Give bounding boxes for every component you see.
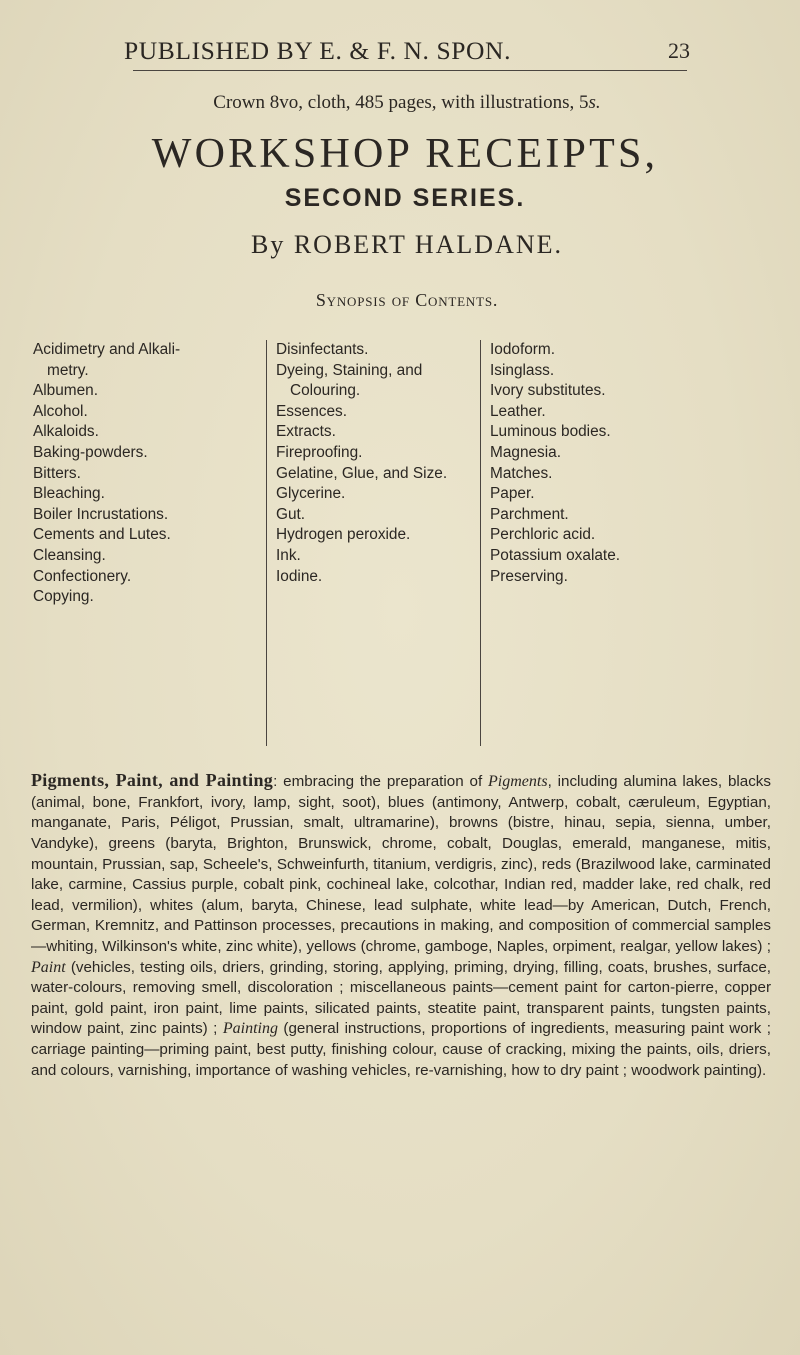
contents-entry: Extracts. — [276, 423, 336, 441]
synopsis-heading: Synopsis of Contents. — [315, 290, 499, 310]
contents-entry: Glycerine. — [276, 485, 346, 503]
contents-entry: Acidimetry and Alkali- — [33, 341, 181, 358]
contents-column-1 — [33, 340, 255, 746]
contents-entry: Luminous bodies. — [490, 423, 611, 441]
book-title: WORKSHOP RECEIPTS, — [151, 131, 659, 177]
contents-entry: Magnesia. — [490, 443, 562, 461]
contents-entry: Essences. — [276, 402, 348, 420]
contents-entry: Iodoform. — [490, 341, 556, 358]
contents-table — [33, 340, 773, 746]
page-number: 23 — [668, 38, 690, 63]
running-head — [124, 36, 690, 64]
series-subtitle: SECOND SERIES. — [284, 184, 526, 212]
contents-column-2 — [266, 340, 484, 746]
description-text-1: : embracing the preparation of — [273, 773, 489, 791]
painting-label: Painting — [222, 1020, 278, 1038]
contents-entry: Ink. — [276, 546, 301, 564]
contents-entry: Preserving. — [490, 567, 568, 585]
description-text-4: (general instructions, proportions of ingredients, measuring paint work ; carriage painting—priming paint, best putty, finishing colour, cause of cracking, mixing the paints, oils, driers, and colours, varnishing, importance of washing vehicles, re-varnishing, how to dry paint ; woodwork painting). — [31, 1020, 771, 1079]
contents-entry: Leather. — [490, 402, 546, 420]
contents-column-3 — [480, 340, 780, 746]
header-rule — [133, 70, 687, 71]
contents-entry: Ivory substitutes. — [490, 382, 606, 400]
contents-entry: Paper. — [490, 485, 535, 503]
pigments-label: Pigments — [488, 773, 548, 791]
contents-entry: Boiler Incrustations. — [33, 505, 169, 523]
contents-entry: metry. — [47, 361, 89, 379]
section-description — [31, 770, 771, 1081]
contents-entry: Hydrogen peroxide. — [276, 526, 411, 544]
section-lead: Pigments, Paint, and Painting — [31, 770, 274, 791]
edition-price-unit: s. — [588, 92, 601, 113]
contents-entry: Isinglass. — [490, 361, 555, 379]
contents-entry: Cleansing. — [33, 546, 106, 564]
contents-entry: Fireproofing. — [276, 443, 363, 461]
contents-entry: Gelatine, Glue, and Size. — [276, 464, 448, 482]
contents-entry: Bitters. — [33, 464, 81, 482]
contents-entry: Baking-powders. — [33, 443, 148, 461]
contents-entry: Cements and Lutes. — [33, 526, 171, 544]
contents-entry: Colouring. — [290, 382, 361, 400]
contents-entry: Iodine. — [276, 567, 323, 585]
author-line: By ROBERT HALDANE. — [250, 230, 564, 259]
edition-line — [0, 92, 800, 114]
contents-entry: Dyeing, Staining, and — [276, 361, 423, 379]
contents-entry: Parchment. — [490, 505, 569, 523]
contents-entry: Albumen. — [33, 382, 99, 400]
edition-text: Crown 8vo, cloth, 485 pages, with illustrations, 5 — [213, 92, 589, 113]
contents-entry: Gut. — [276, 505, 306, 523]
contents-entry: Perchloric acid. — [490, 526, 596, 544]
description-text-2: , including alumina lakes, blacks (animal, bone, Frankfort, ivory, lamp, sight, soot), blues (antimony, Antwerp, cobalt, cæruleum, Egyptian, manganate, Paris, Péligot, Prussian, smalt, ultramarine), browns (bistre, hinau, sepia, sienna, umber, Vandyke), greens (baryta, Brighton, Brunswick, chrome, cobalt, Douglas, emerald, manganese, mitis, mountain, Prussian, sap, Scheele's, Schweinfurth, titanium, verdigris, zinc), reds (Brazilwood lake, carminated lake, carmine, Cassius purple, cobalt pink, cochineal lake, colcothar, Indian red, madder lake, red chalk, red lead, vermilion), whites (alum, baryta, Chinese, lead sulphate, white lead—by American, Dutch, French, German, Kremnitz, and Pattinson processes, precautions in making, and composition of commercial samples—whiting, Wilkinson's white, zinc white), yellows (chrome, gamboge, Naples, orpiment, realgar, yellow lakes) ; — [31, 773, 771, 955]
contents-entry: Potassium oxalate. — [490, 546, 621, 564]
contents-entry: Disinfectants. — [276, 341, 369, 358]
running-title: PUBLISHED BY E. & F. N. SPON. — [124, 36, 512, 65]
contents-entry: Alcohol. — [33, 402, 88, 420]
paint-label: Paint — [31, 958, 66, 976]
contents-entry: Confectionery. — [33, 567, 132, 585]
contents-entry: Bleaching. — [33, 485, 105, 503]
contents-entry: Matches. — [490, 464, 553, 482]
contents-entry: Copying. — [33, 588, 94, 606]
description-text-3: (vehicles, testing oils, driers, grinding, storing, applying, priming, drying, filling, coats, brushes, surface, water-colours, removing smell, discoloration ; miscellaneous paints—cement paint for carton-pierre, copper paint, gold paint, iron paint, lime paints, silicated paints, steatite paint, transparent paints, tungsten paints, window paint, zinc paints) ; — [31, 958, 771, 1038]
contents-entry: Alkaloids. — [33, 423, 99, 441]
